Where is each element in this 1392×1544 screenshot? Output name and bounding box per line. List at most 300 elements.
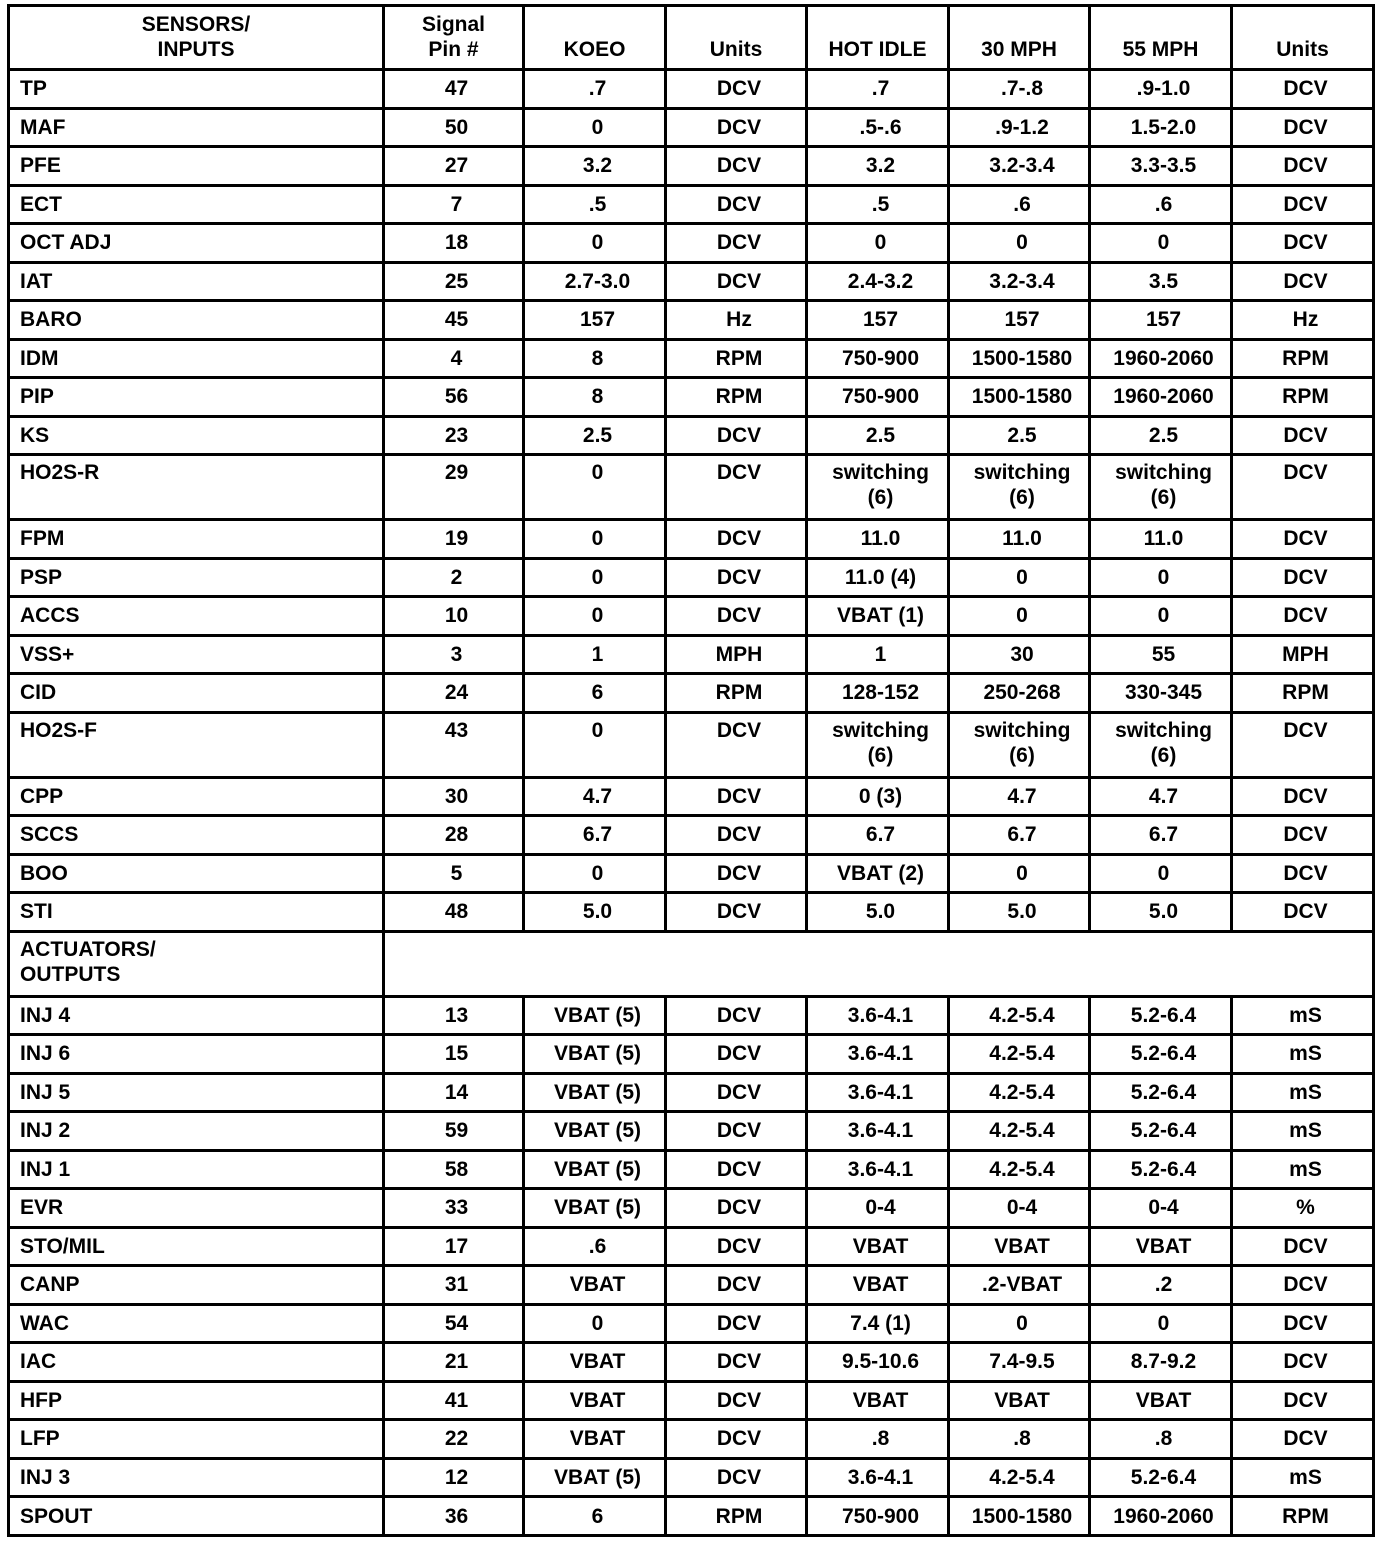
table-cell: DCV xyxy=(1232,816,1374,855)
table-cell: .2 xyxy=(1090,1266,1232,1305)
table-cell: DCV xyxy=(1232,1381,1374,1420)
table-cell: DCV xyxy=(666,1073,807,1112)
table-cell: DCV xyxy=(666,1458,807,1497)
row-label: HFP xyxy=(9,1381,384,1420)
table-row xyxy=(9,712,1374,777)
table-cell: 43 xyxy=(384,712,524,777)
table-cell: 750-900 xyxy=(807,339,949,378)
table-row xyxy=(9,558,1374,597)
table-cell: .5 xyxy=(807,185,949,224)
table-cell: 11.0 xyxy=(949,520,1090,559)
table-cell: DCV xyxy=(666,712,807,777)
table-cell: DCV xyxy=(666,455,807,520)
table-cell: 0 xyxy=(524,712,666,777)
table-cell: 5.2-6.4 xyxy=(1090,1035,1232,1074)
table-cell: .6 xyxy=(949,185,1090,224)
table-row xyxy=(9,854,1374,893)
table-cell: DCV xyxy=(666,816,807,855)
row-label: INJ 5 xyxy=(9,1073,384,1112)
table-cell: 7 xyxy=(384,185,524,224)
table-cell: VBAT (5) xyxy=(524,996,666,1035)
row-label: ACCS xyxy=(9,597,384,636)
table-cell: 2.5 xyxy=(807,416,949,455)
table-cell: DCV xyxy=(666,1112,807,1151)
table-cell: 3.6-4.1 xyxy=(807,996,949,1035)
table-cell: 3 xyxy=(384,635,524,674)
table-cell: 8 xyxy=(524,339,666,378)
table-cell: 5.0 xyxy=(807,893,949,932)
table-cell: 0 xyxy=(949,854,1090,893)
table-cell: 3.6-4.1 xyxy=(807,1112,949,1151)
table-cell: 2.5 xyxy=(949,416,1090,455)
table-cell: 4.2-5.4 xyxy=(949,996,1090,1035)
table-cell: .9-1.0 xyxy=(1090,70,1232,109)
table-cell: DCV xyxy=(666,558,807,597)
table-row xyxy=(9,816,1374,855)
table-cell: 4.7 xyxy=(949,777,1090,816)
table-cell: 0-4 xyxy=(949,1189,1090,1228)
table-row xyxy=(9,1035,1374,1074)
table-cell: 0-4 xyxy=(807,1189,949,1228)
table-cell: VBAT xyxy=(524,1381,666,1420)
table-cell: 5.2-6.4 xyxy=(1090,1073,1232,1112)
table-cell: 157 xyxy=(807,301,949,340)
table-cell: 0 xyxy=(807,224,949,263)
table-cell: 0 xyxy=(1090,224,1232,263)
table-cell: 2.5 xyxy=(524,416,666,455)
row-label: EVR xyxy=(9,1189,384,1228)
table-cell: 6.7 xyxy=(949,816,1090,855)
sensor-spec-table xyxy=(7,4,1375,1537)
table-cell: MPH xyxy=(1232,635,1374,674)
table-row xyxy=(9,262,1374,301)
table-cell: VBAT xyxy=(807,1266,949,1305)
table-cell: 5.2-6.4 xyxy=(1090,1150,1232,1189)
table-cell: 28 xyxy=(384,816,524,855)
table-cell: DCV xyxy=(1232,893,1374,932)
table-cell: 0 xyxy=(1090,854,1232,893)
table-cell: VBAT xyxy=(524,1420,666,1459)
row-label: IDM xyxy=(9,339,384,378)
table-cell: DCV xyxy=(666,1227,807,1266)
row-label: INJ 3 xyxy=(9,1458,384,1497)
table-cell: VBAT (5) xyxy=(524,1189,666,1228)
table-cell: MPH xyxy=(666,635,807,674)
table-cell: mS xyxy=(1232,996,1374,1035)
table-cell: 1 xyxy=(807,635,949,674)
table-cell: VBAT xyxy=(1090,1227,1232,1266)
table-cell: .8 xyxy=(949,1420,1090,1459)
table-cell: 3.5 xyxy=(1090,262,1232,301)
table-cell: 3.2 xyxy=(807,147,949,186)
table-row xyxy=(9,1112,1374,1151)
table-cell: DCV xyxy=(666,1343,807,1382)
table-cell: 3.6-4.1 xyxy=(807,1035,949,1074)
table-cell: 750-900 xyxy=(807,1497,949,1536)
table-cell: DCV xyxy=(666,1150,807,1189)
row-label: INJ 1 xyxy=(9,1150,384,1189)
table-cell: .9-1.2 xyxy=(949,108,1090,147)
table-cell: DCV xyxy=(1232,108,1374,147)
table-cell: 0 xyxy=(524,558,666,597)
table-row xyxy=(9,893,1374,932)
row-label: BARO xyxy=(9,301,384,340)
table-cell: RPM xyxy=(666,339,807,378)
table-cell: 22 xyxy=(384,1420,524,1459)
row-label: PIP xyxy=(9,378,384,417)
table-cell: VBAT (5) xyxy=(524,1035,666,1074)
table-cell: 4 xyxy=(384,339,524,378)
row-label: LFP xyxy=(9,1420,384,1459)
row-label: ECT xyxy=(9,185,384,224)
table-cell: 31 xyxy=(384,1266,524,1305)
row-label: SCCS xyxy=(9,816,384,855)
table-cell: 47 xyxy=(384,70,524,109)
section-row xyxy=(9,931,1374,996)
table-cell: DCV xyxy=(1232,1227,1374,1266)
table-cell: VBAT xyxy=(524,1266,666,1305)
table-cell: 0 (3) xyxy=(807,777,949,816)
table-cell: 1.5-2.0 xyxy=(1090,108,1232,147)
table-cell: 157 xyxy=(524,301,666,340)
table-cell: DCV xyxy=(1232,712,1374,777)
table-cell: 18 xyxy=(384,224,524,263)
table-cell: 0 xyxy=(524,224,666,263)
table-cell: 3.3-3.5 xyxy=(1090,147,1232,186)
table-cell: 5.0 xyxy=(949,893,1090,932)
table-cell: DCV xyxy=(666,1420,807,1459)
table-cell: DCV xyxy=(666,520,807,559)
table-cell: % xyxy=(1232,1189,1374,1228)
section-empty-cell xyxy=(384,931,1374,996)
table-cell: 36 xyxy=(384,1497,524,1536)
table-cell: 0 xyxy=(524,520,666,559)
table-cell: 0 xyxy=(524,455,666,520)
table-row xyxy=(9,520,1374,559)
table-cell: 45 xyxy=(384,301,524,340)
table-cell: mS xyxy=(1232,1035,1374,1074)
row-label: FPM xyxy=(9,520,384,559)
table-row xyxy=(9,1227,1374,1266)
table-cell: 2.7-3.0 xyxy=(524,262,666,301)
table-cell: 750-900 xyxy=(807,378,949,417)
table-cell: 0-4 xyxy=(1090,1189,1232,1228)
table-cell: DCV xyxy=(666,262,807,301)
table-cell: .5-.6 xyxy=(807,108,949,147)
table-cell: 4.2-5.4 xyxy=(949,1112,1090,1151)
table-cell: 30 xyxy=(949,635,1090,674)
table-cell: 3.6-4.1 xyxy=(807,1073,949,1112)
table-cell: .2-VBAT xyxy=(949,1266,1090,1305)
table-cell: 8 xyxy=(524,378,666,417)
table-cell: 0 xyxy=(1090,558,1232,597)
table-cell: DCV xyxy=(1232,262,1374,301)
header-koeo: KOEO xyxy=(524,6,666,70)
table-cell: 5.2-6.4 xyxy=(1090,996,1232,1035)
table-cell: 23 xyxy=(384,416,524,455)
table-cell: Hz xyxy=(666,301,807,340)
table-row xyxy=(9,635,1374,674)
table-cell: 3.2-3.4 xyxy=(949,147,1090,186)
table-cell: 0 xyxy=(949,224,1090,263)
table-cell: 7.4-9.5 xyxy=(949,1343,1090,1382)
table-cell: RPM xyxy=(1232,674,1374,713)
table-cell: 4.2-5.4 xyxy=(949,1150,1090,1189)
table-cell: 59 xyxy=(384,1112,524,1151)
table-row xyxy=(9,777,1374,816)
table-cell: VBAT (5) xyxy=(524,1150,666,1189)
table-cell: 0 xyxy=(524,854,666,893)
table-row xyxy=(9,301,1374,340)
table-cell: .8 xyxy=(807,1420,949,1459)
table-cell: 6.7 xyxy=(524,816,666,855)
table-cell: DCV xyxy=(1232,70,1374,109)
table-cell: 11.0 (4) xyxy=(807,558,949,597)
table-cell: 8.7-9.2 xyxy=(1090,1343,1232,1382)
table-cell: VBAT (1) xyxy=(807,597,949,636)
table-cell: 12 xyxy=(384,1458,524,1497)
table-cell: .6 xyxy=(524,1227,666,1266)
row-label: WAC xyxy=(9,1304,384,1343)
table-cell: DCV xyxy=(666,108,807,147)
table-cell: VBAT (5) xyxy=(524,1073,666,1112)
table-cell: DCV xyxy=(1232,224,1374,263)
row-label: OCT ADJ xyxy=(9,224,384,263)
table-cell: 4.2-5.4 xyxy=(949,1073,1090,1112)
table-cell: DCV xyxy=(666,893,807,932)
table-cell: 24 xyxy=(384,674,524,713)
table-cell: 1960-2060 xyxy=(1090,378,1232,417)
row-label: MAF xyxy=(9,108,384,147)
table-cell: RPM xyxy=(1232,378,1374,417)
table-cell: 3.2-3.4 xyxy=(949,262,1090,301)
table-cell: 13 xyxy=(384,996,524,1035)
table-cell: 1960-2060 xyxy=(1090,339,1232,378)
table-cell: DCV xyxy=(1232,1343,1374,1382)
table-cell: 48 xyxy=(384,893,524,932)
table-cell: 1 xyxy=(524,635,666,674)
row-label: STI xyxy=(9,893,384,932)
table-cell: DCV xyxy=(666,70,807,109)
section-label: ACTUATORS/ OUTPUTS xyxy=(9,931,384,996)
table-cell: 21 xyxy=(384,1343,524,1382)
table-cell: VBAT (2) xyxy=(807,854,949,893)
table-row xyxy=(9,224,1374,263)
table-cell: 4.7 xyxy=(524,777,666,816)
table-cell: DCV xyxy=(666,1304,807,1343)
table-row xyxy=(9,378,1374,417)
table-cell: 30 xyxy=(384,777,524,816)
table-cell: DCV xyxy=(1232,597,1374,636)
table-cell: 0 xyxy=(1090,597,1232,636)
table-cell: 250-268 xyxy=(949,674,1090,713)
table-cell: 128-152 xyxy=(807,674,949,713)
table-cell: DCV xyxy=(1232,1420,1374,1459)
table-cell: 27 xyxy=(384,147,524,186)
table-cell: 14 xyxy=(384,1073,524,1112)
table-cell: VBAT xyxy=(1090,1381,1232,1420)
table-cell: DCV xyxy=(666,185,807,224)
table-cell: DCV xyxy=(1232,558,1374,597)
table-row xyxy=(9,185,1374,224)
header-sensors-inputs: SENSORS/ INPUTS xyxy=(9,6,384,70)
table-cell: 41 xyxy=(384,1381,524,1420)
table-cell: 56 xyxy=(384,378,524,417)
table-cell: DCV xyxy=(666,1035,807,1074)
table-cell: switching (6) xyxy=(807,455,949,520)
row-label: KS xyxy=(9,416,384,455)
table-cell: VBAT (5) xyxy=(524,1112,666,1151)
table-cell: mS xyxy=(1232,1150,1374,1189)
table-row xyxy=(9,1458,1374,1497)
table-cell: DCV xyxy=(666,416,807,455)
row-label: SPOUT xyxy=(9,1497,384,1536)
table-cell: 50 xyxy=(384,108,524,147)
table-cell: DCV xyxy=(1232,455,1374,520)
table-cell: RPM xyxy=(666,674,807,713)
row-label: BOO xyxy=(9,854,384,893)
table-cell: 10 xyxy=(384,597,524,636)
table-cell: 1500-1580 xyxy=(949,1497,1090,1536)
table-cell: DCV xyxy=(666,996,807,1035)
table-row xyxy=(9,147,1374,186)
table-row xyxy=(9,339,1374,378)
header-hot-idle: HOT IDLE xyxy=(807,6,949,70)
table-cell: VBAT xyxy=(524,1343,666,1382)
table-cell: 5.2-6.4 xyxy=(1090,1112,1232,1151)
table-cell: DCV xyxy=(1232,1266,1374,1305)
table-cell: switching (6) xyxy=(949,712,1090,777)
table-cell: VBAT (5) xyxy=(524,1458,666,1497)
table-cell: 6 xyxy=(524,1497,666,1536)
table-cell: 7.4 (1) xyxy=(807,1304,949,1343)
header-30-mph: 30 MPH xyxy=(949,6,1090,70)
table-cell: switching (6) xyxy=(807,712,949,777)
table-cell: 9.5-10.6 xyxy=(807,1343,949,1382)
table-cell: 0 xyxy=(949,597,1090,636)
row-label: PSP xyxy=(9,558,384,597)
table-cell: RPM xyxy=(1232,339,1374,378)
header-units-2: Units xyxy=(1232,6,1374,70)
table-cell: 3.6-4.1 xyxy=(807,1458,949,1497)
table-row xyxy=(9,1497,1374,1536)
table-cell: 2.4-3.2 xyxy=(807,262,949,301)
row-label: CPP xyxy=(9,777,384,816)
table-cell: 17 xyxy=(384,1227,524,1266)
table-cell: VBAT xyxy=(949,1227,1090,1266)
table-cell: mS xyxy=(1232,1458,1374,1497)
table-cell: .7 xyxy=(807,70,949,109)
table-row xyxy=(9,674,1374,713)
table-cell: mS xyxy=(1232,1112,1374,1151)
table-cell: 2.5 xyxy=(1090,416,1232,455)
table-cell: 19 xyxy=(384,520,524,559)
table-cell: 6.7 xyxy=(1090,816,1232,855)
table-cell: 6.7 xyxy=(807,816,949,855)
table-cell: 1500-1580 xyxy=(949,339,1090,378)
table-cell: 33 xyxy=(384,1189,524,1228)
table-cell: 6 xyxy=(524,674,666,713)
table-cell: VBAT xyxy=(807,1381,949,1420)
table-cell: 157 xyxy=(949,301,1090,340)
table-cell: 58 xyxy=(384,1150,524,1189)
table-cell: 157 xyxy=(1090,301,1232,340)
table-cell: 2 xyxy=(384,558,524,597)
table-cell: DCV xyxy=(1232,520,1374,559)
table-cell: switching (6) xyxy=(1090,455,1232,520)
table-row xyxy=(9,597,1374,636)
table-cell: 0 xyxy=(524,108,666,147)
table-cell: 4.2-5.4 xyxy=(949,1458,1090,1497)
table-cell: DCV xyxy=(666,147,807,186)
table-cell: 29 xyxy=(384,455,524,520)
table-cell: DCV xyxy=(666,854,807,893)
table-row xyxy=(9,108,1374,147)
table-cell: DCV xyxy=(1232,854,1374,893)
table-cell: DCV xyxy=(1232,416,1374,455)
table-row xyxy=(9,1381,1374,1420)
table-cell: Hz xyxy=(1232,301,1374,340)
table-cell: .6 xyxy=(1090,185,1232,224)
table-cell: DCV xyxy=(666,1266,807,1305)
header-signal-pin: Signal Pin # xyxy=(384,6,524,70)
table-cell: 11.0 xyxy=(807,520,949,559)
table-row xyxy=(9,996,1374,1035)
table-cell: 15 xyxy=(384,1035,524,1074)
row-label: CANP xyxy=(9,1266,384,1305)
table-cell: mS xyxy=(1232,1073,1374,1112)
table-cell: DCV xyxy=(666,1381,807,1420)
table-row xyxy=(9,1343,1374,1382)
row-label: PFE xyxy=(9,147,384,186)
row-label: TP xyxy=(9,70,384,109)
table-cell: 1500-1580 xyxy=(949,378,1090,417)
table-cell: DCV xyxy=(1232,1304,1374,1343)
table-cell: 5 xyxy=(384,854,524,893)
table-cell: 330-345 xyxy=(1090,674,1232,713)
table-cell: VBAT xyxy=(949,1381,1090,1420)
table-cell: 0 xyxy=(524,1304,666,1343)
table-cell: DCV xyxy=(1232,147,1374,186)
row-label: INJ 4 xyxy=(9,996,384,1035)
table-cell: 3.2 xyxy=(524,147,666,186)
table-cell: switching (6) xyxy=(949,455,1090,520)
table-cell: switching (6) xyxy=(1090,712,1232,777)
table-cell: .7 xyxy=(524,70,666,109)
table-cell: DCV xyxy=(1232,185,1374,224)
table-cell: 4.7 xyxy=(1090,777,1232,816)
table-cell: 4.2-5.4 xyxy=(949,1035,1090,1074)
table-cell: 0 xyxy=(1090,1304,1232,1343)
table-cell: DCV xyxy=(666,777,807,816)
row-label: INJ 6 xyxy=(9,1035,384,1074)
table-cell: 5.0 xyxy=(1090,893,1232,932)
table-row xyxy=(9,1266,1374,1305)
table-cell: DCV xyxy=(666,597,807,636)
table-row xyxy=(9,1150,1374,1189)
table-row xyxy=(9,1304,1374,1343)
row-label: HO2S-F xyxy=(9,712,384,777)
table-cell: DCV xyxy=(1232,777,1374,816)
row-label: INJ 2 xyxy=(9,1112,384,1151)
table-row xyxy=(9,70,1374,109)
row-label: VSS+ xyxy=(9,635,384,674)
header-row xyxy=(9,6,1374,70)
row-label: IAC xyxy=(9,1343,384,1382)
header-units: Units xyxy=(666,6,807,70)
table-row xyxy=(9,1420,1374,1459)
table-row xyxy=(9,455,1374,520)
